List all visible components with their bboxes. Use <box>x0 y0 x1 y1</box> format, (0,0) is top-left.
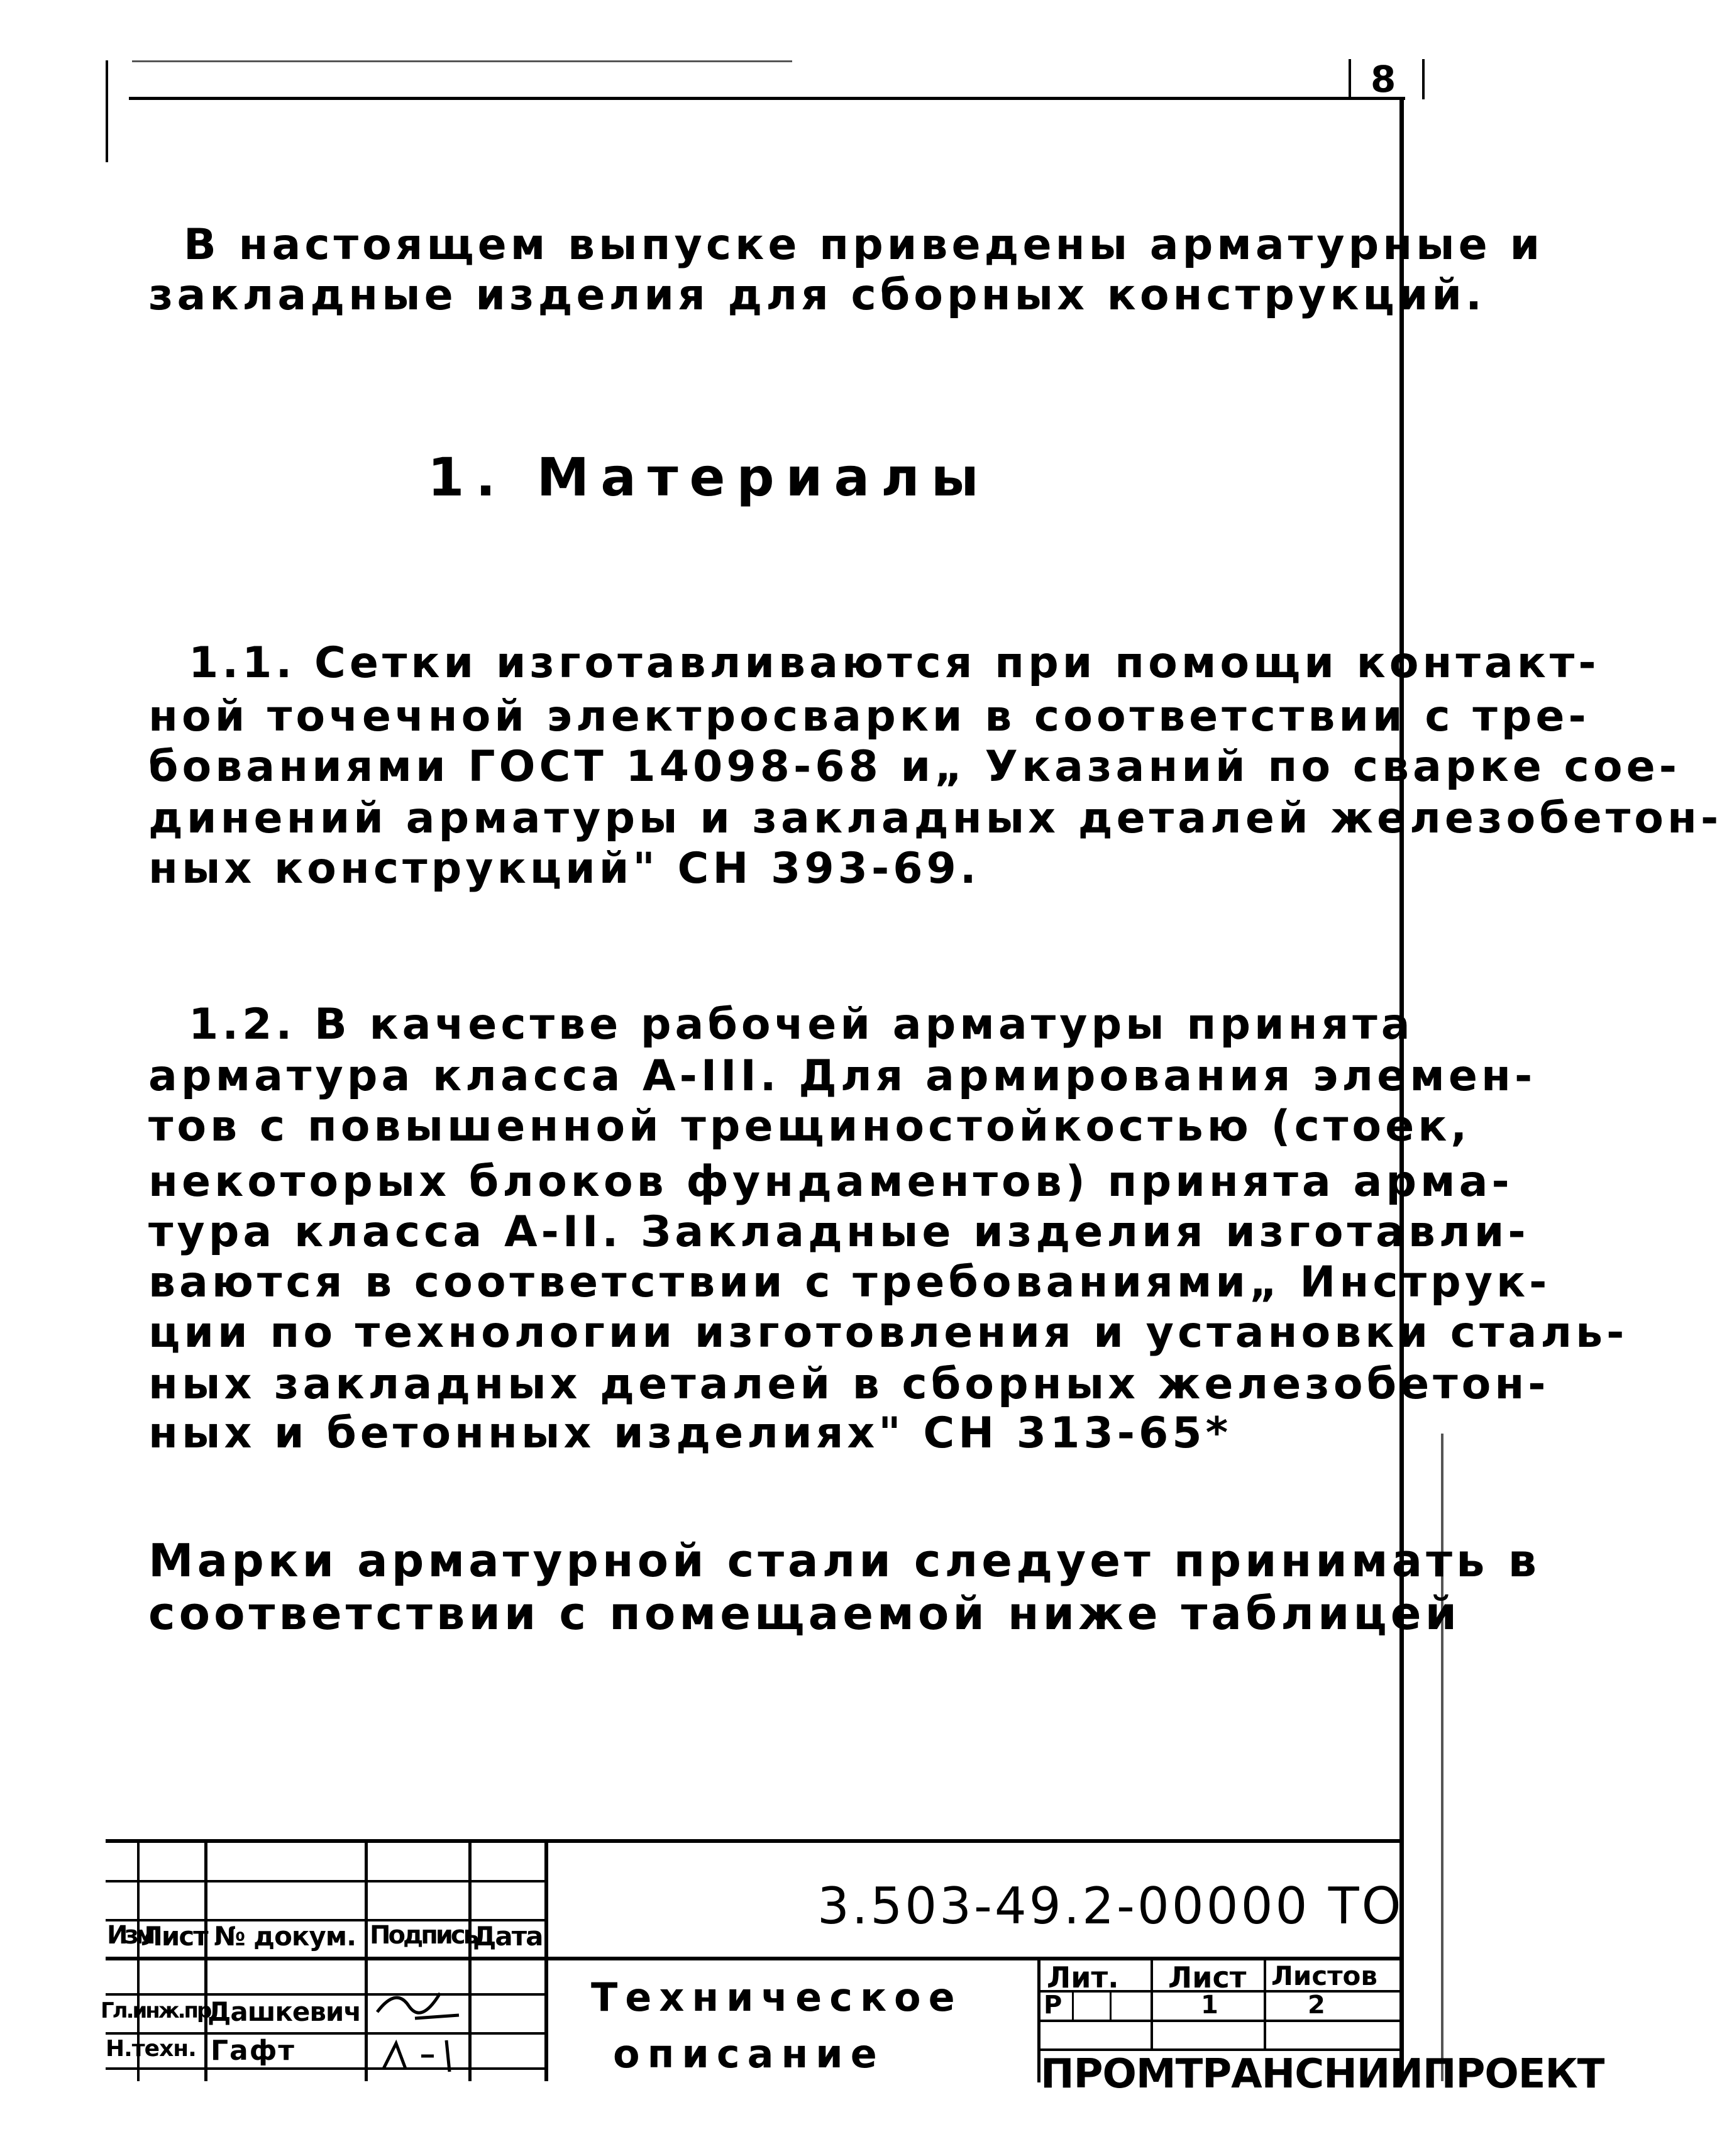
para-steel-line-1: Марки арматурной стали следует принимать в <box>148 1534 1541 1587</box>
page-number-box-right <box>1422 59 1425 99</box>
tb-lit-sub-line-1 <box>1072 1990 1074 2021</box>
tb-lit-col-line-2 <box>1264 1957 1266 2051</box>
tb-top-line <box>106 1839 1402 1843</box>
tb-col-line-5 <box>544 1839 548 2081</box>
signature-2 <box>377 2034 478 2078</box>
left-margin-line <box>106 60 108 162</box>
tb-row-line-5 <box>106 2067 546 2070</box>
tb-header-list: Лист <box>141 1921 207 1952</box>
para-1-2-line-4: некоторых блоков фундаментов) принята арма- <box>148 1157 1513 1207</box>
para-1-1-line-4: динений арматуры и закладных деталей железобетон- <box>148 793 1722 843</box>
tb-row-line-4 <box>106 2032 546 2035</box>
para-1-2-line-7: ции по технологии изготовления и установки сталь- <box>148 1308 1628 1357</box>
tb-row-line-3 <box>106 1993 546 1996</box>
para-1-2-line-3: тов с повышенной трещиностойкостью (стоек, <box>148 1102 1471 1151</box>
tb-row-line-1 <box>106 1880 546 1882</box>
para-1-1-line-3: бованиями ГОСТ 14098-68 и„ Указаний по сварке сое- <box>148 742 1681 792</box>
tb-header-doc-no: № докум. <box>214 1921 356 1952</box>
document-code: 3.503-49.2-00000 ТО <box>817 1877 1404 1935</box>
sheets-value: 2 <box>1308 1991 1325 2020</box>
signature-1 <box>371 1981 465 2031</box>
page-number: 8 <box>1371 58 1396 101</box>
tb-header-signature: Подпись <box>370 1921 477 1950</box>
tb-lit-sub-line-2 <box>1110 1990 1112 2021</box>
sheet-value: 1 <box>1201 1991 1218 2020</box>
para-1-1-line-5: ных конструкций" СН 393-69. <box>148 844 980 893</box>
description-line-1: Техническое <box>591 1974 963 2020</box>
tb-lit-row-line-2 <box>1037 2020 1402 2022</box>
tb-lit-col-line-1 <box>1151 1957 1153 2051</box>
outer-right-edge <box>1441 1434 1443 2081</box>
sheet-label: Лист <box>1168 1960 1247 1994</box>
tb-header-izm: Изм <box>107 1921 152 1950</box>
para-1-1-line-2: ной точечной электросварки в соответствии с тре- <box>148 692 1590 741</box>
tb-role-1: Гл.инж.пр. <box>101 1998 217 2023</box>
para-steel-line-2: соответствии с помещаемой ниже таблицей <box>148 1587 1461 1640</box>
tb-header-date: Дата <box>473 1921 543 1952</box>
tb-name-1: Дашкевич <box>207 1996 362 2027</box>
para-1-2-line-8: ных закладных деталей в сборных железобетон- <box>148 1359 1550 1409</box>
organization-name: ПРОМТРАНСНИИПРОЕКТ <box>1040 2051 1604 2098</box>
lit-label: Лит. <box>1047 1960 1119 1994</box>
para-1-1-line-1: 1.1. Сетки изготавливаются при помощи контакт- <box>189 638 1600 688</box>
page-number-box-left <box>1349 59 1351 97</box>
tb-col-line-2 <box>204 1839 207 2081</box>
lit-value: Р <box>1044 1991 1062 2020</box>
para-1-2-line-6: ваются в соответствии с требованиями„ Инструк- <box>148 1258 1551 1307</box>
description-line-2: описание <box>613 2031 885 2077</box>
tb-col-line-3 <box>365 1839 368 2081</box>
para-1-2-line-1: 1.2. В качестве рабочей арматуры принята <box>189 1000 1414 1049</box>
top-frame-line <box>129 97 1405 100</box>
tb-role-2: Н.техн. <box>106 2036 196 2062</box>
section-title: 1. Материалы <box>428 446 990 508</box>
intro-line-1: В настоящем выпуске приведены арматурные и <box>184 220 1544 270</box>
para-1-2-line-2: арматура класса А-III. Для армирования элемен- <box>148 1051 1537 1101</box>
intro-line-2: закладные изделия для сборных конструкций. <box>148 270 1486 320</box>
sheets-label: Листов <box>1271 1960 1377 1991</box>
para-1-2-line-9: ных и бетонных изделиях" СН 313-65* <box>148 1408 1232 1458</box>
para-1-2-line-5: тура класса А-II. Закладные изделия изготавли- <box>148 1207 1530 1257</box>
tb-name-2: Гафт <box>211 2035 295 2067</box>
top-left-edge-line <box>132 60 792 62</box>
